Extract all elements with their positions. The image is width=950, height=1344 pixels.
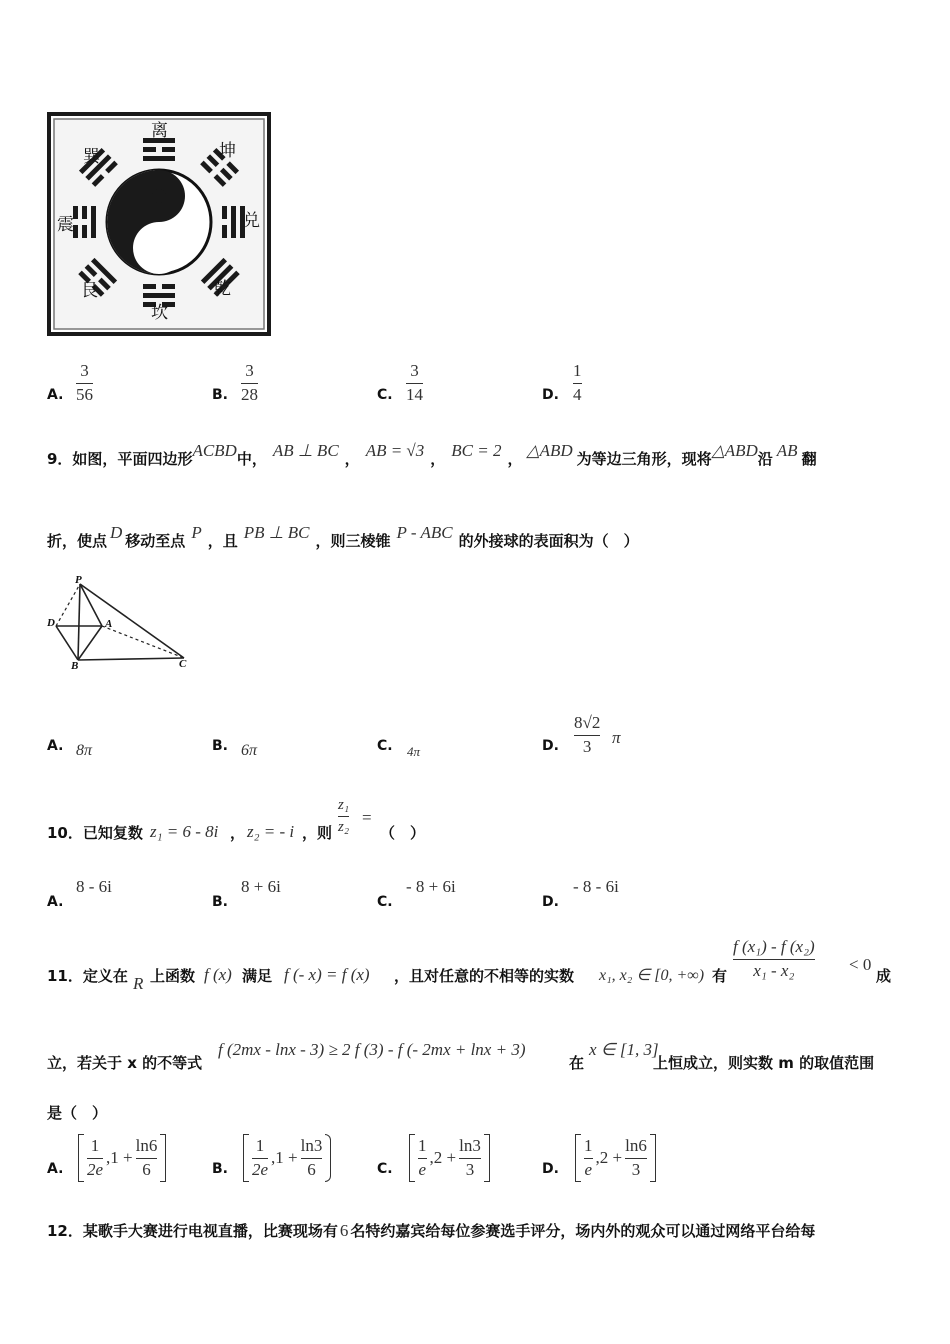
q11-option-d-b-num: ln6 xyxy=(625,1135,647,1155)
q9-line2 xyxy=(47,523,639,551)
bagua-label-top-right: 坤 xyxy=(219,141,236,161)
q9-line2-e: 的外接球的表面积为（ ） xyxy=(458,532,639,550)
bagua-figure xyxy=(47,112,271,336)
q12-question xyxy=(47,1220,815,1241)
q11-option-c-b-num: ln3 xyxy=(459,1135,481,1155)
q11-lt: < 0 xyxy=(849,955,872,974)
q8-option-c-num: 3 xyxy=(410,361,419,380)
q9-option-a-value: 8π xyxy=(76,742,93,759)
q9-text-4: ， xyxy=(507,450,523,468)
q11-text-2: 满足 xyxy=(242,967,273,985)
q11-fraction-num: f (x₁) - f (x₂) xyxy=(733,937,815,956)
q11-option-d-a-num: 1 xyxy=(584,1135,593,1155)
pyramid-diagram xyxy=(44,574,194,674)
q9-figure-label-c: C xyxy=(179,658,187,670)
q8-option-b-num: 3 xyxy=(245,361,254,380)
q11-option-b-b-den: 6 xyxy=(307,1159,316,1179)
q11-even: f (- x) = f (x) xyxy=(284,965,370,984)
bagua-label-bottom: 坎 xyxy=(151,303,168,323)
q11-inequality: f (2mx - lnx - 3) ≥ 2 f (3) - f (- 2mx + lnx + 3) xyxy=(218,1040,526,1059)
q10-sep: ， xyxy=(230,824,246,842)
q9-math-perp: AB ⊥ BC xyxy=(272,441,339,460)
q9-option-c-letter: C. xyxy=(377,738,393,754)
q9-math-d: D xyxy=(110,523,123,542)
q9-figure-label-d: D xyxy=(47,617,55,629)
q9-math-ab-2: AB xyxy=(776,441,798,460)
q10-z2: z₂ = - i xyxy=(247,822,295,841)
q11-option-c-b-pre: ,2 + xyxy=(429,1148,457,1167)
q10-z1: z₁ = 6 - 8i xyxy=(150,822,219,841)
q11-option-d-a-den: e xyxy=(584,1159,593,1179)
q9-option-b-letter: B. xyxy=(212,738,228,754)
q9-option-d-suffix: π xyxy=(612,728,621,747)
q9-figure-label-b: B xyxy=(71,660,79,672)
q11-text-1: 上函数 xyxy=(150,967,196,985)
q9-text-6: 沿 xyxy=(757,450,773,468)
bagua-label-left: 震 xyxy=(57,215,74,235)
q10-fraction xyxy=(338,797,349,835)
q9-option-d-den: 3 xyxy=(582,736,592,756)
q11-option-b-letter: B. xyxy=(212,1161,228,1177)
q9-option-a-letter: A. xyxy=(47,738,64,754)
q8-option-d-num: 1 xyxy=(573,361,582,380)
q9-math-acbd: ACBD xyxy=(192,441,237,460)
q9-text-3: ， xyxy=(430,450,446,468)
q9-text-1: 中， xyxy=(236,450,267,468)
q9-line2-d: ，则三棱锥 xyxy=(315,532,391,550)
q11-option-d-b-den: 3 xyxy=(631,1159,641,1179)
q11-text-5: 成 xyxy=(876,967,892,985)
q8-option-d-letter: D. xyxy=(542,387,559,403)
q11-line2-c: 上恒成立，则实数 m 的取值范围 xyxy=(653,1054,875,1072)
q8-option-b-value xyxy=(241,362,258,404)
q11-fx: f (x) xyxy=(204,965,232,984)
q8-option-d-value xyxy=(573,362,582,404)
q11-option-b-a-den: 2e xyxy=(252,1159,269,1179)
q8-option-b-letter: B. xyxy=(212,387,228,403)
q11-line2-a: 立，若关于 x 的不等式 xyxy=(47,1054,203,1072)
q11-fraction-den: x₁ - x₂ xyxy=(753,960,795,980)
q10-fraction-num: z₁ xyxy=(338,797,350,813)
q10-option-b-value: 8 + 6i xyxy=(241,877,281,896)
q11-option-a-a-num: 1 xyxy=(90,1135,100,1155)
q11-option-d-b-pre: ,2 + xyxy=(595,1148,623,1167)
q10-blank: （ ） xyxy=(380,824,426,842)
q11-option-b-b-num: ln3 xyxy=(300,1135,323,1155)
q8-option-d-den: 4 xyxy=(573,384,582,404)
q11-fraction xyxy=(733,938,815,980)
q9-text-5: 为等边三角形，现将 xyxy=(576,450,712,468)
bagua-label-right: 兑 xyxy=(243,211,260,231)
q11-option-b-value xyxy=(243,1134,331,1182)
q9-line2-b: 移动至点 xyxy=(125,532,186,550)
q11-option-a-a-den: 2e xyxy=(87,1159,104,1179)
q10-prefix: 10．已知复数 xyxy=(47,824,143,842)
q11-text-4: 有 xyxy=(712,967,728,985)
q10-then: ，则 xyxy=(302,824,333,842)
q9-math-triangle-2: △ABD xyxy=(711,441,758,460)
q11-vars: x₁, x₂ ∈ [0, +∞) xyxy=(599,967,705,984)
q10-option-a-value: 8 - 6i xyxy=(76,877,112,896)
q10-fraction-den: z₂ xyxy=(338,818,350,835)
q11-option-d-letter: D. xyxy=(542,1161,559,1177)
q11-option-c-a-num: 1 xyxy=(418,1135,427,1155)
bagua-label-top-left: 巽 xyxy=(83,147,100,167)
q9-prefix: 9．如图，平面四边形 xyxy=(47,450,193,468)
q9-option-c-value: 4π xyxy=(407,744,421,759)
q9-line2-c: ，且 xyxy=(207,532,238,550)
q10-option-a-letter: A. xyxy=(47,894,64,910)
q9-math-p-abc: P - ABC xyxy=(396,523,453,542)
q8-option-b-den: 28 xyxy=(241,384,258,404)
q9-figure-label-p: P xyxy=(75,574,82,586)
q11-option-c-value xyxy=(409,1134,490,1182)
q9-option-d-letter: D. xyxy=(542,738,559,754)
bagua-label-top: 离 xyxy=(151,121,168,141)
q11-text-3: ，且对任意的不相等的实数 xyxy=(394,967,575,985)
q11-option-c-b-den: 3 xyxy=(465,1159,475,1179)
q11-option-a-value xyxy=(78,1134,166,1182)
q9-text-2: ， xyxy=(344,450,360,468)
q9-math-pb-perp: PB ⊥ BC xyxy=(243,523,310,542)
bagua-label-bottom-right: 乾 xyxy=(214,279,231,299)
q11-option-b-a-num: 1 xyxy=(255,1135,265,1155)
q9-text-7: 翻 xyxy=(801,450,817,468)
q8-option-a-num: 3 xyxy=(80,361,89,380)
q11-prefix: 11．定义在 xyxy=(47,967,128,985)
q11-option-a-b-num: ln6 xyxy=(135,1135,158,1155)
q9-math-bc: BC = 2 xyxy=(451,441,502,460)
q8-option-a-value xyxy=(76,362,93,404)
q11-option-c-letter: C. xyxy=(377,1161,393,1177)
q10-equals: = xyxy=(362,808,372,827)
bagua-image xyxy=(47,112,271,336)
q11-option-a-b-pre: ,1 + xyxy=(106,1148,133,1167)
q8-option-a-den: 56 xyxy=(76,384,93,404)
q8-option-a-letter: A. xyxy=(47,387,64,403)
q9-figure-label-a: A xyxy=(105,618,113,630)
q9-option-d-num: 8√2 xyxy=(574,713,601,732)
q10-option-d-letter: D. xyxy=(542,894,559,910)
q11-line2-b: 在 xyxy=(569,1054,585,1072)
q8-option-c-value xyxy=(406,362,423,404)
q12-number: 6 xyxy=(339,1221,349,1240)
q11-interval: x ∈ [1, 3] xyxy=(589,1040,659,1059)
q8-option-c-letter: C. xyxy=(377,387,393,403)
q9-math-p: P xyxy=(191,523,202,542)
q9-math-triangle: △ABD xyxy=(526,441,573,460)
q12-text-a: 12．某歌手大赛进行电视直播，比赛现场有 xyxy=(47,1222,338,1240)
q11-option-b-b-pre: ,1 + xyxy=(271,1148,298,1167)
q10-option-c-letter: C. xyxy=(377,894,393,910)
q11-option-a-letter: A. xyxy=(47,1161,64,1177)
q10-option-d-value: - 8 - 6i xyxy=(573,877,619,896)
q8-option-c-den: 14 xyxy=(406,384,423,404)
q11-option-a-b-den: 6 xyxy=(142,1159,151,1179)
q9-line2-a: 折，使点 xyxy=(47,532,108,550)
q9-figure xyxy=(44,574,194,674)
q11-option-c-a-den: e xyxy=(418,1159,427,1179)
q11-r: R xyxy=(133,974,144,993)
q11-line3: 是（ ） xyxy=(47,1104,108,1122)
q12-text-b: 名特约嘉宾给每位参赛选手评分，场内外的观众可以通过网络平台给每 xyxy=(350,1222,816,1240)
bagua-label-bottom-left: 艮 xyxy=(81,281,98,301)
q10-option-b-letter: B. xyxy=(212,894,228,910)
q10-option-c-value: - 8 + 6i xyxy=(406,877,456,896)
q9-option-b-value: 6π xyxy=(241,742,258,759)
q9-line1 xyxy=(47,441,817,469)
q9-option-d-value xyxy=(574,714,600,756)
q9-math-ab: AB = √3 xyxy=(365,441,425,460)
q11-option-d-value xyxy=(575,1134,656,1182)
